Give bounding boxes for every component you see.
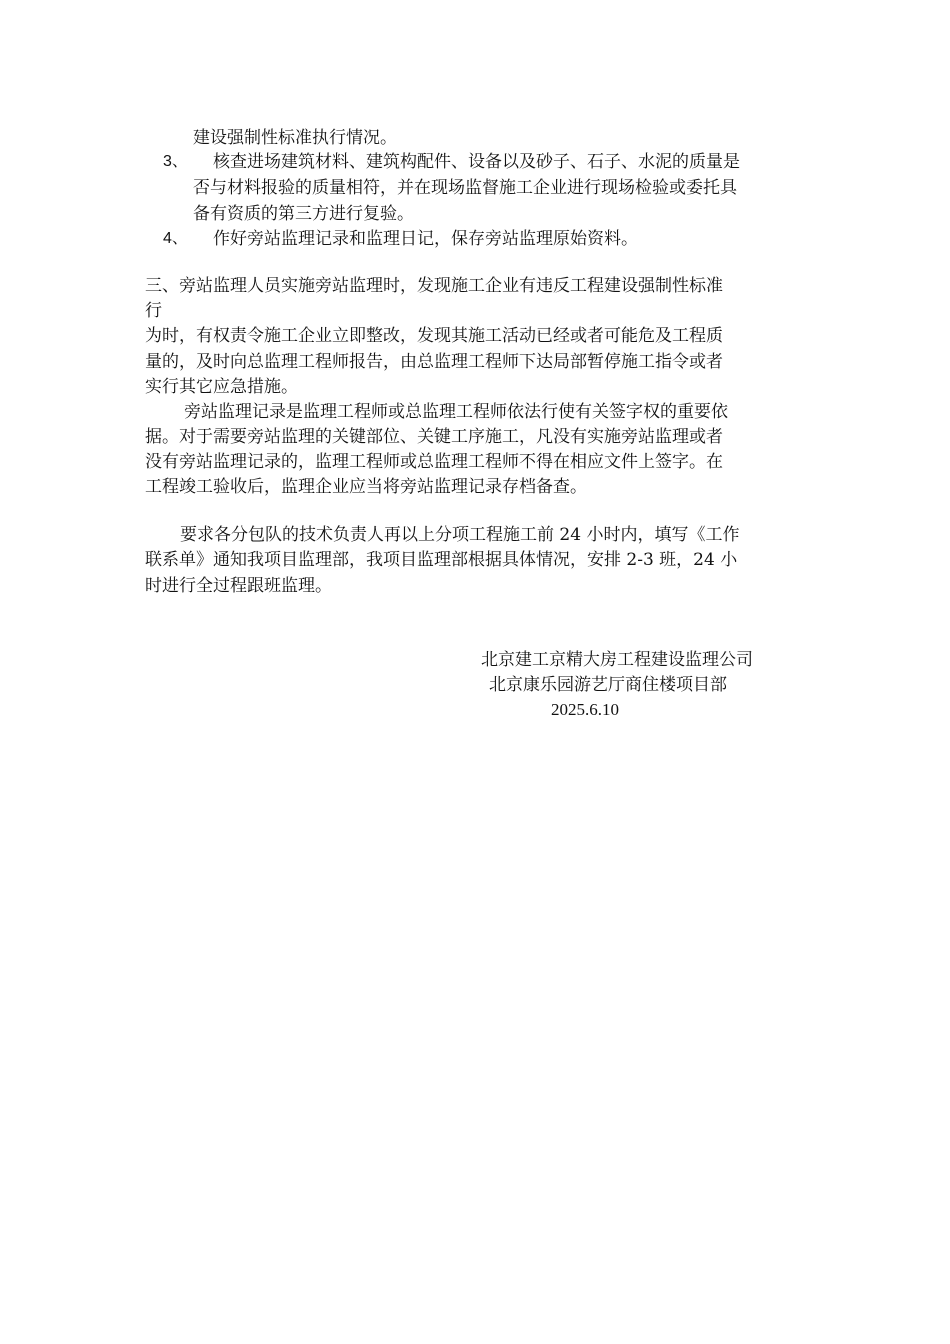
section3-line-2: 行 bbox=[145, 301, 162, 321]
item4-text: 作好旁站监理记录和监理日记，保存旁站监理原始资料。 bbox=[213, 229, 638, 249]
section3-line-1: 三、旁站监理人员实施旁站监理时，发现施工企业有违反工程建设强制性标准 bbox=[145, 276, 723, 296]
item3-line-2: 否与材料报验的质量相符，并在现场监督施工企业进行现场检验或委托具 bbox=[193, 178, 737, 198]
record-para-line-3: 没有旁站监理记录的，监理工程师或总监理工程师不得在相应文件上签字。在 bbox=[145, 452, 723, 472]
item3-line-3: 备有资质的第三方进行复验。 bbox=[193, 204, 414, 224]
record-para-line-1: 旁站监理记录是监理工程师或总监理工程师依法行使有关签字权的重要依 bbox=[184, 402, 728, 422]
signature-company: 北京建工京精大房工程建设监理公司 bbox=[481, 650, 753, 670]
record-para-line-2: 据。对于需要旁站监理的关键部位、关键工序施工，凡没有实施旁站监理或者 bbox=[145, 427, 723, 447]
item2-tail: 建设强制性标准执行情况。 bbox=[193, 128, 397, 148]
request-para-line-3: 时进行全过程跟班监理。 bbox=[145, 576, 332, 596]
request-para-line-1: 要求各分包队的技术负责人再以上分项工程施工前 24 小时内，填写《工作 bbox=[180, 525, 740, 545]
section3-line-4: 量的，及时向总监理工程师报告，由总监理工程师下达局部暂停施工指令或者 bbox=[145, 352, 723, 372]
record-para-line-4: 工程竣工验收后，监理企业应当将旁站监理记录存档备查。 bbox=[145, 477, 587, 497]
signature-date: 2025.6.10 bbox=[551, 700, 619, 719]
section3-line-3: 为时，有权责令施工企业立即整改，发现其施工活动已经或者可能危及工程质 bbox=[145, 326, 723, 346]
signature-project: 北京康乐园游艺厅商住楼项目部 bbox=[489, 675, 727, 695]
item3-number: 3、 bbox=[163, 153, 188, 170]
item4-number: 4、 bbox=[163, 230, 188, 247]
item3-line-1: 核查进场建筑材料、建筑构配件、设备以及砂子、石子、水泥的质量是 bbox=[213, 152, 740, 172]
request-para-line-2: 联系单》通知我项目监理部，我项目监理部根据具体情况，安排 2-3 班，24 小 bbox=[145, 550, 738, 570]
section3-line-5: 实行其它应急措施。 bbox=[145, 377, 298, 397]
